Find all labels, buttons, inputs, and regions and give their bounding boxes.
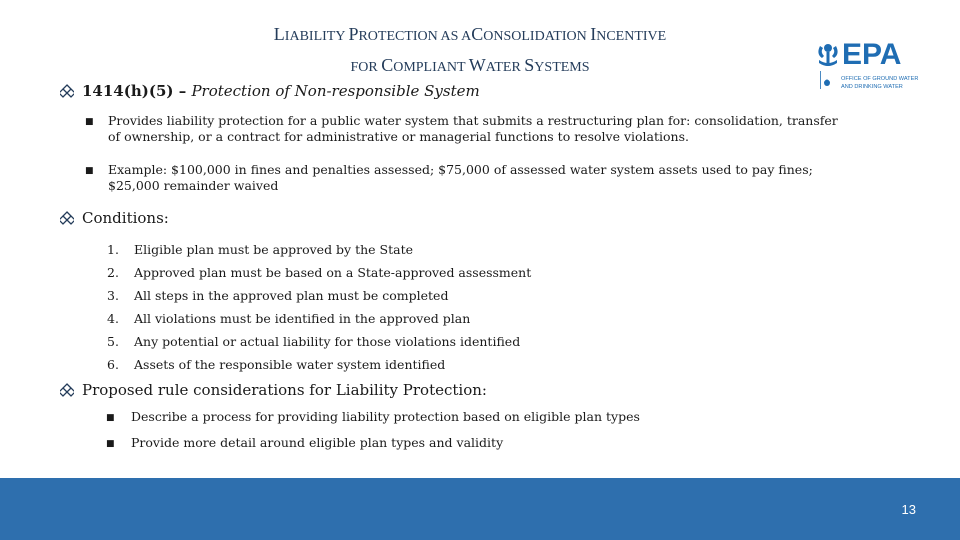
conditions-list (60, 238, 920, 376)
section-conditions (60, 209, 920, 231)
logo-subtitle-2: AND DRINKING WATER (841, 84, 903, 90)
item-number: 1. (107, 242, 119, 257)
title-seg: YSTEMS (534, 60, 590, 75)
epa-flower-icon (818, 44, 837, 66)
logo-subtitle-1: OFFICE OF GROUND WATER (841, 76, 919, 82)
footer-bar (0, 478, 960, 540)
bullet-line: Provide more detail around eligible plan types and validity (131, 435, 504, 450)
slide-title (150, 20, 790, 82)
title-seg: FOR (350, 60, 382, 75)
item-text: Any potential or actual liability for those violations identified (134, 334, 521, 349)
list-item (60, 353, 920, 376)
item-number: 2. (107, 265, 119, 280)
section-proposed-rule (60, 381, 920, 403)
item-text: Assets of the responsible water system identified (134, 357, 446, 372)
title-seg: W (468, 55, 486, 75)
bullet-line: Describe a process for providing liability protection based on eligible plan types (131, 409, 640, 424)
title-seg: ROTECTION AS A (358, 29, 472, 44)
title-seg: ATER (485, 60, 525, 75)
title-seg: IABILITY (284, 29, 349, 44)
list-item (60, 307, 920, 330)
diamond-bullet-icon (60, 383, 74, 397)
item-number: 4. (107, 311, 119, 326)
title-seg: I (590, 24, 597, 44)
bullet-line: Example: $100,000 in fines and penalties assessed; $75,000 of assessed water system assets used to pay fines; (108, 162, 813, 177)
title-seg: P (348, 24, 359, 44)
statute-code: 1414(h)(5) – (82, 82, 192, 100)
bullet-line: of ownership, or a contract for administrative or managerial functions to resolve violations. (108, 129, 689, 144)
section-heading: Proposed rule considerations for Liability Protection: (82, 381, 487, 399)
list-item (60, 284, 920, 307)
list-item (60, 261, 920, 284)
list-item (85, 162, 920, 194)
page-number: 13 (901, 502, 916, 517)
list-item (106, 435, 920, 451)
title-seg: C (471, 24, 484, 44)
list-item (85, 113, 920, 145)
title-line-2 (150, 51, 790, 82)
bullet-line: $25,000 remainder waived (108, 178, 279, 193)
section-statute (60, 82, 920, 104)
list-item (60, 238, 920, 261)
diamond-bullet-icon (60, 84, 74, 98)
diamond-bullet-icon (60, 211, 74, 225)
item-text: All steps in the approved plan must be completed (134, 288, 449, 303)
section-heading (82, 82, 920, 100)
list-item (106, 409, 920, 425)
item-number: 3. (107, 288, 119, 303)
bullet-line: Provides liability protection for a public water system that submits a restructuring plan for: consolidation, transfer (108, 113, 838, 128)
square-bullet-icon: ■ (106, 439, 115, 449)
slide-body (60, 82, 920, 451)
list-item (60, 330, 920, 353)
title-seg: OMPLIANT (393, 60, 469, 75)
title-line-1 (150, 20, 790, 51)
title-seg: ONSOLIDATION (483, 29, 591, 44)
section-heading: Conditions: (82, 209, 169, 227)
square-bullet-icon: ■ (85, 166, 94, 176)
square-bullet-icon: ■ (106, 413, 115, 423)
item-number: 6. (107, 357, 119, 372)
statute-title: Protection of Non-responsible System (191, 82, 480, 100)
epa-wordmark: EPA (842, 38, 902, 71)
title-seg: NCENTIVE (596, 29, 667, 44)
title-seg: S (524, 55, 535, 75)
item-text: All violations must be identified in the approved plan (134, 311, 471, 326)
item-number: 5. (107, 334, 119, 349)
item-text: Eligible plan must be approved by the State (134, 242, 413, 257)
square-bullet-icon: ■ (85, 117, 94, 127)
title-seg: L (273, 24, 285, 44)
item-text: Approved plan must be based on a State-approved assessment (134, 265, 532, 280)
title-seg: C (381, 55, 394, 75)
